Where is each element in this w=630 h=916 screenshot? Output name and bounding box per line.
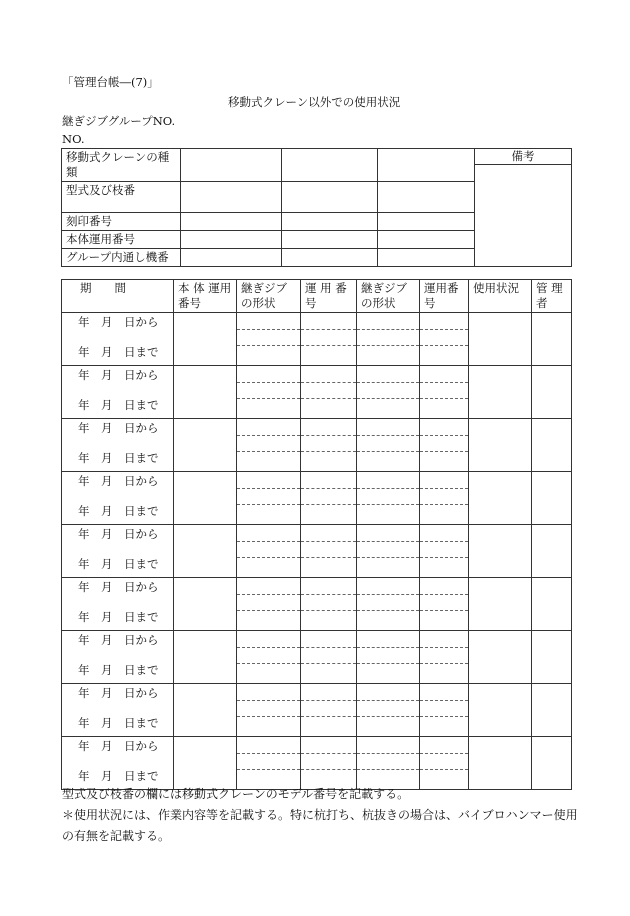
info-cell[interactable]: [181, 213, 282, 231]
dashed-divider: [237, 716, 300, 717]
usage-status-cell[interactable]: [469, 366, 532, 419]
dashed-divider: [301, 504, 356, 505]
dashed-divider: [237, 504, 300, 505]
usage-status-cell[interactable]: [469, 737, 532, 790]
period-cell[interactable]: [62, 313, 174, 366]
dashed-divider: [301, 435, 356, 436]
jib-shape-cell[interactable]: [357, 525, 420, 578]
dashed-divider: [237, 610, 300, 611]
jib-shape-cell[interactable]: [237, 313, 301, 366]
period-from: 年 月 日から: [78, 580, 159, 594]
info-label-body-number: 本体運用番号: [62, 231, 181, 249]
dashed-divider: [357, 647, 419, 648]
period-from: 年 月 日から: [78, 315, 159, 329]
dashed-divider: [237, 451, 300, 452]
body-number-cell[interactable]: [174, 525, 237, 578]
operation-number-cell[interactable]: [420, 472, 469, 525]
operation-number-cell[interactable]: [301, 472, 357, 525]
info-label-stamp: 刻印番号: [62, 213, 181, 231]
dashed-divider: [301, 557, 356, 558]
info-cell[interactable]: [378, 182, 475, 213]
usage-status-cell[interactable]: [469, 578, 532, 631]
info-cell[interactable]: [378, 213, 475, 231]
dashed-divider: [420, 451, 468, 452]
dashed-divider: [301, 345, 356, 346]
operation-number-cell[interactable]: [301, 525, 357, 578]
operation-number-cell[interactable]: [301, 631, 357, 684]
page-title: 移動式クレーン以外での使用状況: [228, 95, 401, 109]
jib-shape-cell[interactable]: [357, 472, 420, 525]
period-from: 年 月 日から: [78, 421, 159, 435]
header-body-number: 本 体 運用番号: [174, 280, 237, 313]
info-cell[interactable]: [282, 213, 378, 231]
dashed-divider: [301, 488, 356, 489]
remarks-cell[interactable]: [475, 149, 572, 267]
dashed-divider: [357, 398, 419, 399]
dashed-divider: [420, 504, 468, 505]
period-to: 年 月 日まで: [78, 451, 159, 465]
dashed-divider: [301, 594, 356, 595]
jib-shape-cell[interactable]: [237, 684, 301, 737]
dashed-divider: [357, 488, 419, 489]
manager-cell[interactable]: [532, 737, 572, 790]
manager-cell[interactable]: [532, 525, 572, 578]
dashed-divider: [357, 382, 419, 383]
dashed-divider: [237, 345, 300, 346]
dashed-divider: [420, 663, 468, 664]
dashed-divider: [237, 647, 300, 648]
note-1: 型式及び枝番の欄には移動式クレーンのモデル番号を記載する。: [62, 787, 410, 801]
usage-status-cell[interactable]: [469, 419, 532, 472]
info-label-crane-type: 移動式クレーンの種類: [62, 149, 181, 182]
dashed-divider: [357, 594, 419, 595]
header-jib-shape: 継ぎジブの形状: [237, 280, 301, 313]
dashed-divider: [301, 329, 356, 330]
dashed-divider: [420, 594, 468, 595]
body-number-cell[interactable]: [174, 631, 237, 684]
period-cell[interactable]: [62, 472, 174, 525]
manager-cell[interactable]: [532, 419, 572, 472]
dashed-divider: [237, 435, 300, 436]
period-from: 年 月 日から: [78, 633, 159, 647]
usage-row: [62, 472, 572, 525]
dashed-divider: [237, 769, 300, 770]
dashed-divider: [301, 541, 356, 542]
dashed-divider: [301, 663, 356, 664]
period-to: 年 月 日まで: [78, 769, 159, 783]
dashed-divider: [420, 541, 468, 542]
operation-number-cell[interactable]: [420, 737, 469, 790]
period-from: 年 月 日から: [78, 686, 159, 700]
jib-shape-cell[interactable]: [357, 366, 420, 419]
remarks-label: 備考: [475, 149, 571, 165]
body-number-cell[interactable]: [174, 737, 237, 790]
header-jib-shape-2: 継ぎジブの形状: [357, 280, 420, 313]
operation-number-cell[interactable]: [301, 578, 357, 631]
body-number-cell[interactable]: [174, 366, 237, 419]
dashed-divider: [420, 488, 468, 489]
dashed-divider: [301, 610, 356, 611]
jib-shape-cell[interactable]: [357, 684, 420, 737]
dashed-divider: [420, 716, 468, 717]
info-cell[interactable]: [181, 149, 282, 182]
ledger-label: 「管理台帳―(7)」: [62, 75, 159, 89]
usage-status-cell[interactable]: [469, 313, 532, 366]
dashed-divider: [237, 488, 300, 489]
note-3: の有無を記載する。: [62, 829, 171, 843]
info-cell[interactable]: [378, 249, 475, 267]
dashed-divider: [357, 329, 419, 330]
dashed-divider: [420, 647, 468, 648]
no-label: NO.: [62, 132, 85, 146]
usage-row: [62, 684, 572, 737]
dashed-divider: [420, 329, 468, 330]
manager-cell[interactable]: [532, 578, 572, 631]
info-label-group-serial: グループ内通し機番: [62, 249, 181, 267]
usage-row: [62, 737, 572, 790]
usage-row: [62, 313, 572, 366]
dashed-divider: [420, 382, 468, 383]
header-manager: 管 理 者: [532, 280, 572, 313]
dashed-divider: [357, 557, 419, 558]
dashed-divider: [301, 769, 356, 770]
usage-table: [61, 279, 572, 790]
info-cell[interactable]: [378, 149, 475, 182]
manager-cell[interactable]: [532, 631, 572, 684]
info-cell[interactable]: [181, 182, 282, 213]
dashed-divider: [301, 716, 356, 717]
dashed-divider: [357, 435, 419, 436]
dashed-divider: [357, 610, 419, 611]
period-cell[interactable]: [62, 525, 174, 578]
jib-shape-cell[interactable]: [357, 313, 420, 366]
period-cell[interactable]: [62, 684, 174, 737]
period-from: 年 月 日から: [78, 527, 159, 541]
dashed-divider: [237, 541, 300, 542]
info-cell[interactable]: [378, 231, 475, 249]
header-operation-number: 運 用 番 号: [301, 280, 357, 313]
manager-cell[interactable]: [532, 366, 572, 419]
dashed-divider: [237, 329, 300, 330]
period-cell[interactable]: [62, 578, 174, 631]
jib-shape-cell[interactable]: [237, 472, 301, 525]
dashed-divider: [237, 557, 300, 558]
dashed-divider: [237, 700, 300, 701]
period-from: 年 月 日から: [78, 739, 159, 753]
body-number-cell[interactable]: [174, 419, 237, 472]
info-cell[interactable]: [282, 231, 378, 249]
period-to: 年 月 日まで: [78, 398, 159, 412]
jib-shape-cell[interactable]: [237, 631, 301, 684]
dashed-divider: [301, 647, 356, 648]
period-cell[interactable]: [62, 419, 174, 472]
dashed-divider: [357, 769, 419, 770]
info-label-model: 型式及び枝番: [62, 182, 181, 213]
dashed-divider: [420, 557, 468, 558]
operation-number-cell[interactable]: [420, 631, 469, 684]
dashed-divider: [420, 345, 468, 346]
period-to: 年 月 日まで: [78, 557, 159, 571]
period-to: 年 月 日まで: [78, 716, 159, 730]
jib-shape-cell[interactable]: [357, 737, 420, 790]
dashed-divider: [237, 753, 300, 754]
period-to: 年 月 日まで: [78, 504, 159, 518]
body-number-cell[interactable]: [174, 684, 237, 737]
dashed-divider: [301, 753, 356, 754]
jib-shape-cell[interactable]: [237, 578, 301, 631]
period-to: 年 月 日まで: [78, 663, 159, 677]
jib-shape-cell[interactable]: [237, 737, 301, 790]
period-cell[interactable]: [62, 737, 174, 790]
usage-status-cell[interactable]: [469, 684, 532, 737]
note-2: ＊使用状況には、作業内容等を記載する。特に杭打ち、杭抜きの場合は、バイブロハンマー使用: [62, 808, 578, 822]
operation-number-cell[interactable]: [301, 684, 357, 737]
dashed-divider: [301, 700, 356, 701]
period-from: 年 月 日から: [78, 368, 159, 382]
dashed-divider: [237, 398, 300, 399]
operation-number-cell[interactable]: [301, 737, 357, 790]
dashed-divider: [357, 451, 419, 452]
dashed-divider: [237, 594, 300, 595]
jib-shape-cell[interactable]: [357, 419, 420, 472]
dashed-divider: [301, 451, 356, 452]
dashed-divider: [357, 716, 419, 717]
operation-number-cell[interactable]: [301, 419, 357, 472]
info-cell[interactable]: [181, 231, 282, 249]
operation-number-cell[interactable]: [420, 366, 469, 419]
usage-row: [62, 366, 572, 419]
operation-number-cell[interactable]: [420, 578, 469, 631]
usage-row: [62, 631, 572, 684]
dashed-divider: [420, 398, 468, 399]
info-table: [61, 148, 572, 267]
manager-cell[interactable]: [532, 313, 572, 366]
info-cell[interactable]: [282, 182, 378, 213]
info-row: [62, 149, 572, 182]
operation-number-cell[interactable]: [301, 366, 357, 419]
jib-shape-cell[interactable]: [357, 631, 420, 684]
operation-number-cell[interactable]: [301, 313, 357, 366]
dashed-divider: [420, 700, 468, 701]
dashed-divider: [420, 753, 468, 754]
jib-shape-cell[interactable]: [237, 419, 301, 472]
body-number-cell[interactable]: [174, 313, 237, 366]
dashed-divider: [420, 769, 468, 770]
dashed-divider: [237, 663, 300, 664]
dashed-divider: [301, 382, 356, 383]
info-cell[interactable]: [282, 149, 378, 182]
period-from: 年 月 日から: [78, 474, 159, 488]
dashed-divider: [357, 753, 419, 754]
dashed-divider: [237, 382, 300, 383]
usage-row: [62, 419, 572, 472]
dashed-divider: [357, 541, 419, 542]
operation-number-cell[interactable]: [420, 525, 469, 578]
group-label: 継ぎジブグループNO.: [62, 114, 176, 128]
period-to: 年 月 日まで: [78, 610, 159, 624]
header-period: 期 間: [62, 280, 174, 313]
info-cell[interactable]: [181, 249, 282, 267]
period-cell[interactable]: [62, 631, 174, 684]
info-cell[interactable]: [282, 249, 378, 267]
dashed-divider: [420, 610, 468, 611]
jib-shape-cell[interactable]: [237, 366, 301, 419]
dashed-divider: [357, 663, 419, 664]
dashed-divider: [357, 345, 419, 346]
header-usage-status: 使用状況: [469, 280, 532, 313]
period-to: 年 月 日まで: [78, 345, 159, 359]
manager-cell[interactable]: [532, 684, 572, 737]
usage-row: [62, 578, 572, 631]
usage-header-row: [62, 280, 572, 313]
jib-shape-cell[interactable]: [357, 578, 420, 631]
body-number-cell[interactable]: [174, 578, 237, 631]
operation-number-cell[interactable]: [420, 419, 469, 472]
usage-status-cell[interactable]: [469, 472, 532, 525]
period-cell[interactable]: [62, 366, 174, 419]
manager-cell[interactable]: [532, 472, 572, 525]
dashed-divider: [357, 504, 419, 505]
dashed-divider: [301, 398, 356, 399]
operation-number-cell[interactable]: [420, 313, 469, 366]
usage-row: [62, 525, 572, 578]
usage-status-cell[interactable]: [469, 525, 532, 578]
header-operation-number-2: 運用番号: [420, 280, 469, 313]
dashed-divider: [420, 435, 468, 436]
body-number-cell[interactable]: [174, 472, 237, 525]
operation-number-cell[interactable]: [420, 684, 469, 737]
jib-shape-cell[interactable]: [237, 525, 301, 578]
usage-status-cell[interactable]: [469, 631, 532, 684]
dashed-divider: [357, 700, 419, 701]
